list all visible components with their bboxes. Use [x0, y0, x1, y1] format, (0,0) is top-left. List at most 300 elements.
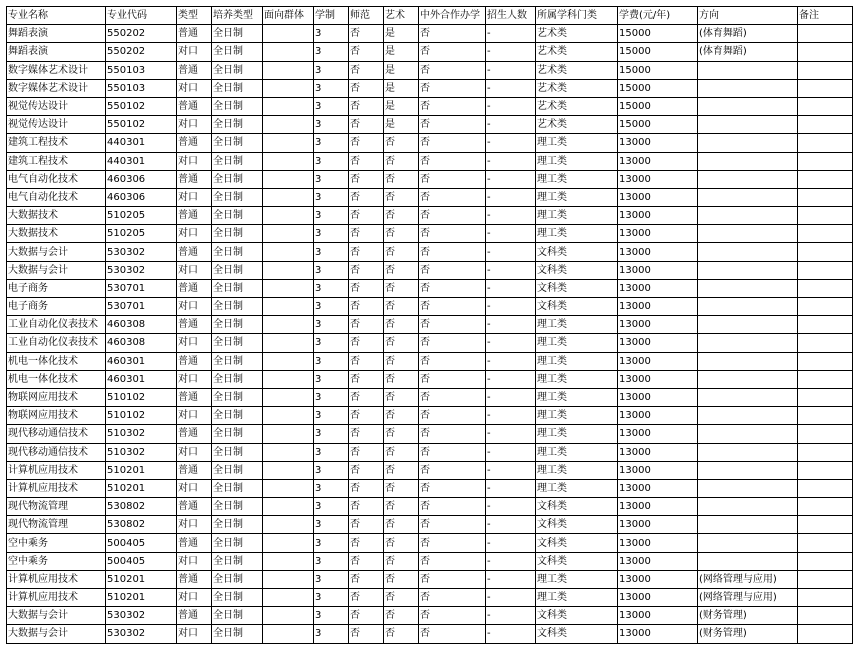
cell-training-type: 全日制: [212, 352, 263, 370]
cell-duration: 3: [314, 388, 349, 406]
cell-direction: [698, 461, 798, 479]
cell-tuition: 15000: [618, 97, 698, 115]
cell-remarks: [798, 370, 853, 388]
cell-training-type: 全日制: [212, 407, 263, 425]
cell-type: 普通: [177, 425, 212, 443]
cell-art: 否: [384, 534, 419, 552]
cell-type: 对口: [177, 261, 212, 279]
cell-major-code: 550103: [106, 79, 177, 97]
cell-normal-school: 否: [349, 243, 384, 261]
cell-discipline: 理工类: [536, 152, 618, 170]
cell-type: 普通: [177, 279, 212, 297]
cell-major-name: 现代物流管理: [7, 498, 106, 516]
cell-major-name: 大数据技术: [7, 207, 106, 225]
cell-target-group: [263, 498, 314, 516]
cell-art: 否: [384, 516, 419, 534]
cell-major-code: 550102: [106, 116, 177, 134]
cell-target-group: [263, 188, 314, 206]
cell-tuition: 13000: [618, 407, 698, 425]
cell-direction: (财务管理): [698, 625, 798, 643]
cell-discipline: 理工类: [536, 388, 618, 406]
cell-enrollment-count: -: [486, 170, 536, 188]
cell-target-group: [263, 589, 314, 607]
cell-remarks: [798, 25, 853, 43]
cell-duration: 3: [314, 625, 349, 643]
cell-discipline: 文科类: [536, 261, 618, 279]
cell-target-group: [263, 607, 314, 625]
cell-normal-school: 否: [349, 461, 384, 479]
header-art: 艺术: [384, 7, 419, 25]
cell-training-type: 全日制: [212, 334, 263, 352]
cell-art: 否: [384, 443, 419, 461]
cell-major-name: 工业自动化仪表技术: [7, 334, 106, 352]
cell-joint-program: 否: [419, 152, 486, 170]
cell-training-type: 全日制: [212, 625, 263, 643]
cell-major-code: 460301: [106, 370, 177, 388]
cell-direction: [698, 370, 798, 388]
table-row: [7, 188, 853, 206]
cell-training-type: 全日制: [212, 25, 263, 43]
table-row: [7, 97, 853, 115]
cell-duration: 3: [314, 25, 349, 43]
cell-enrollment-count: -: [486, 298, 536, 316]
cell-enrollment-count: -: [486, 279, 536, 297]
cell-tuition: 13000: [618, 479, 698, 497]
cell-remarks: [798, 188, 853, 206]
table-row: [7, 43, 853, 61]
cell-duration: 3: [314, 261, 349, 279]
cell-art: 否: [384, 243, 419, 261]
header-duration: 学制: [314, 7, 349, 25]
cell-training-type: 全日制: [212, 261, 263, 279]
cell-target-group: [263, 25, 314, 43]
cell-discipline: 理工类: [536, 316, 618, 334]
cell-major-code: 440301: [106, 134, 177, 152]
cell-art: 否: [384, 388, 419, 406]
cell-training-type: 全日制: [212, 61, 263, 79]
cell-target-group: [263, 534, 314, 552]
cell-target-group: [263, 170, 314, 188]
cell-discipline: 文科类: [536, 552, 618, 570]
table-header-row: [7, 7, 853, 25]
cell-normal-school: 否: [349, 370, 384, 388]
table-row: [7, 407, 853, 425]
cell-major-code: 550102: [106, 97, 177, 115]
cell-enrollment-count: -: [486, 316, 536, 334]
cell-discipline: 艺术类: [536, 61, 618, 79]
cell-duration: 3: [314, 243, 349, 261]
cell-tuition: 15000: [618, 43, 698, 61]
cell-type: 普通: [177, 352, 212, 370]
cell-major-code: 510102: [106, 388, 177, 406]
cell-training-type: 全日制: [212, 479, 263, 497]
cell-major-code: 530701: [106, 298, 177, 316]
cell-type: 对口: [177, 589, 212, 607]
cell-enrollment-count: -: [486, 570, 536, 588]
cell-training-type: 全日制: [212, 607, 263, 625]
cell-type: 普通: [177, 25, 212, 43]
cell-art: 否: [384, 607, 419, 625]
cell-target-group: [263, 388, 314, 406]
cell-tuition: 13000: [618, 534, 698, 552]
cell-training-type: 全日制: [212, 570, 263, 588]
cell-duration: 3: [314, 116, 349, 134]
cell-art: 否: [384, 352, 419, 370]
cell-direction: [698, 352, 798, 370]
cell-training-type: 全日制: [212, 116, 263, 134]
cell-remarks: [798, 316, 853, 334]
cell-remarks: [798, 207, 853, 225]
table-row: [7, 298, 853, 316]
cell-major-code: 530802: [106, 516, 177, 534]
cell-major-name: 电气自动化技术: [7, 170, 106, 188]
cell-remarks: [798, 225, 853, 243]
cell-major-code: 460308: [106, 316, 177, 334]
cell-tuition: 13000: [618, 461, 698, 479]
cell-type: 对口: [177, 370, 212, 388]
cell-joint-program: 否: [419, 116, 486, 134]
cell-normal-school: 否: [349, 534, 384, 552]
cell-art: 是: [384, 97, 419, 115]
table-row: [7, 152, 853, 170]
cell-remarks: [798, 570, 853, 588]
cell-enrollment-count: -: [486, 116, 536, 134]
cell-direction: [698, 425, 798, 443]
cell-major-code: 530302: [106, 261, 177, 279]
cell-target-group: [263, 152, 314, 170]
cell-joint-program: 否: [419, 516, 486, 534]
table-row: [7, 370, 853, 388]
cell-direction: [698, 134, 798, 152]
cell-normal-school: 否: [349, 261, 384, 279]
cell-joint-program: 否: [419, 425, 486, 443]
cell-major-name: 计算机应用技术: [7, 461, 106, 479]
cell-type: 对口: [177, 516, 212, 534]
cell-type: 对口: [177, 43, 212, 61]
cell-duration: 3: [314, 170, 349, 188]
cell-remarks: [798, 261, 853, 279]
cell-remarks: [798, 334, 853, 352]
cell-remarks: [798, 97, 853, 115]
table-row: [7, 589, 853, 607]
cell-direction: [698, 407, 798, 425]
header-target-group: 面向群体: [263, 7, 314, 25]
cell-duration: 3: [314, 61, 349, 79]
cell-tuition: 13000: [618, 498, 698, 516]
cell-normal-school: 否: [349, 25, 384, 43]
cell-art: 否: [384, 407, 419, 425]
cell-enrollment-count: -: [486, 134, 536, 152]
cell-joint-program: 否: [419, 298, 486, 316]
cell-tuition: 13000: [618, 188, 698, 206]
cell-art: 否: [384, 279, 419, 297]
table-row: [7, 279, 853, 297]
cell-tuition: 15000: [618, 25, 698, 43]
cell-tuition: 13000: [618, 261, 698, 279]
cell-enrollment-count: -: [486, 61, 536, 79]
cell-remarks: [798, 134, 853, 152]
cell-duration: 3: [314, 461, 349, 479]
cell-major-name: 现代移动通信技术: [7, 425, 106, 443]
cell-normal-school: 否: [349, 225, 384, 243]
cell-major-name: 舞蹈表演: [7, 25, 106, 43]
cell-joint-program: 否: [419, 443, 486, 461]
cell-target-group: [263, 225, 314, 243]
cell-discipline: 文科类: [536, 279, 618, 297]
cell-enrollment-count: -: [486, 370, 536, 388]
cell-tuition: 13000: [618, 316, 698, 334]
cell-major-name: 现代物流管理: [7, 516, 106, 534]
cell-discipline: 文科类: [536, 534, 618, 552]
cell-major-code: 510201: [106, 570, 177, 588]
cell-direction: [698, 443, 798, 461]
cell-training-type: 全日制: [212, 298, 263, 316]
cell-discipline: 理工类: [536, 589, 618, 607]
cell-training-type: 全日制: [212, 370, 263, 388]
cell-duration: 3: [314, 370, 349, 388]
cell-normal-school: 否: [349, 134, 384, 152]
cell-remarks: [798, 152, 853, 170]
cell-training-type: 全日制: [212, 552, 263, 570]
cell-duration: 3: [314, 79, 349, 97]
cell-joint-program: 否: [419, 352, 486, 370]
cell-major-code: 510302: [106, 425, 177, 443]
cell-joint-program: 否: [419, 170, 486, 188]
cell-remarks: [798, 79, 853, 97]
header-normal-school: 师范: [349, 7, 384, 25]
table-row: [7, 316, 853, 334]
table-row: [7, 516, 853, 534]
cell-enrollment-count: -: [486, 607, 536, 625]
cell-duration: 3: [314, 97, 349, 115]
cell-type: 对口: [177, 79, 212, 97]
cell-art: 否: [384, 134, 419, 152]
cell-enrollment-count: -: [486, 589, 536, 607]
table-row: [7, 243, 853, 261]
cell-major-code: 550103: [106, 61, 177, 79]
cell-normal-school: 否: [349, 170, 384, 188]
cell-discipline: 文科类: [536, 498, 618, 516]
cell-joint-program: 否: [419, 61, 486, 79]
cell-direction: (体育舞蹈): [698, 25, 798, 43]
cell-normal-school: 否: [349, 188, 384, 206]
cell-joint-program: 否: [419, 25, 486, 43]
cell-enrollment-count: -: [486, 43, 536, 61]
cell-type: 普通: [177, 170, 212, 188]
cell-normal-school: 否: [349, 79, 384, 97]
cell-type: 对口: [177, 334, 212, 352]
cell-tuition: 13000: [618, 552, 698, 570]
cell-normal-school: 否: [349, 425, 384, 443]
cell-major-code: 440301: [106, 152, 177, 170]
table-row: [7, 225, 853, 243]
cell-tuition: 13000: [618, 334, 698, 352]
table-body: [7, 25, 853, 643]
cell-tuition: 13000: [618, 170, 698, 188]
table-row: [7, 498, 853, 516]
cell-remarks: [798, 170, 853, 188]
cell-target-group: [263, 443, 314, 461]
cell-discipline: 艺术类: [536, 97, 618, 115]
cell-duration: 3: [314, 425, 349, 443]
cell-enrollment-count: -: [486, 188, 536, 206]
cell-normal-school: 否: [349, 479, 384, 497]
cell-enrollment-count: -: [486, 152, 536, 170]
cell-enrollment-count: -: [486, 461, 536, 479]
cell-normal-school: 否: [349, 97, 384, 115]
cell-enrollment-count: -: [486, 388, 536, 406]
cell-direction: [698, 534, 798, 552]
cell-joint-program: 否: [419, 534, 486, 552]
cell-art: 否: [384, 207, 419, 225]
header-tuition: 学费(元/年): [618, 7, 698, 25]
cell-direction: [698, 61, 798, 79]
cell-duration: 3: [314, 279, 349, 297]
table-row: [7, 261, 853, 279]
cell-major-name: 电气自动化技术: [7, 188, 106, 206]
cell-remarks: [798, 443, 853, 461]
cell-target-group: [263, 552, 314, 570]
cell-art: 否: [384, 152, 419, 170]
cell-joint-program: 否: [419, 479, 486, 497]
cell-tuition: 13000: [618, 425, 698, 443]
cell-enrollment-count: -: [486, 97, 536, 115]
cell-enrollment-count: -: [486, 79, 536, 97]
cell-major-name: 大数据与会计: [7, 243, 106, 261]
cell-target-group: [263, 370, 314, 388]
table-row: [7, 334, 853, 352]
cell-major-name: 舞蹈表演: [7, 43, 106, 61]
cell-direction: [698, 261, 798, 279]
table-row: [7, 461, 853, 479]
cell-joint-program: 否: [419, 243, 486, 261]
cell-discipline: 理工类: [536, 570, 618, 588]
cell-major-code: 530802: [106, 498, 177, 516]
cell-joint-program: 否: [419, 334, 486, 352]
cell-remarks: [798, 407, 853, 425]
cell-target-group: [263, 298, 314, 316]
cell-direction: [698, 79, 798, 97]
cell-discipline: 文科类: [536, 625, 618, 643]
cell-joint-program: 否: [419, 570, 486, 588]
cell-direction: (网络管理与应用): [698, 570, 798, 588]
cell-normal-school: 否: [349, 552, 384, 570]
cell-direction: [698, 279, 798, 297]
cell-normal-school: 否: [349, 279, 384, 297]
cell-training-type: 全日制: [212, 243, 263, 261]
cell-discipline: 理工类: [536, 370, 618, 388]
cell-direction: [698, 388, 798, 406]
cell-direction: [698, 516, 798, 534]
cell-duration: 3: [314, 134, 349, 152]
cell-duration: 3: [314, 298, 349, 316]
cell-remarks: [798, 607, 853, 625]
cell-direction: [698, 334, 798, 352]
cell-enrollment-count: -: [486, 552, 536, 570]
cell-type: 对口: [177, 479, 212, 497]
cell-normal-school: 否: [349, 298, 384, 316]
cell-art: 是: [384, 116, 419, 134]
cell-discipline: 理工类: [536, 225, 618, 243]
cell-tuition: 13000: [618, 443, 698, 461]
cell-discipline: 理工类: [536, 207, 618, 225]
cell-type: 普通: [177, 61, 212, 79]
cell-normal-school: 否: [349, 152, 384, 170]
cell-target-group: [263, 334, 314, 352]
cell-direction: [698, 188, 798, 206]
cell-enrollment-count: -: [486, 534, 536, 552]
cell-joint-program: 否: [419, 607, 486, 625]
cell-direction: [698, 116, 798, 134]
cell-tuition: 13000: [618, 570, 698, 588]
cell-type: 普通: [177, 134, 212, 152]
table-row: [7, 79, 853, 97]
cell-major-name: 建筑工程技术: [7, 152, 106, 170]
cell-art: 否: [384, 261, 419, 279]
header-type: 类型: [177, 7, 212, 25]
cell-normal-school: 否: [349, 625, 384, 643]
cell-normal-school: 否: [349, 570, 384, 588]
cell-art: 否: [384, 170, 419, 188]
cell-enrollment-count: -: [486, 625, 536, 643]
cell-remarks: [798, 516, 853, 534]
cell-tuition: 13000: [618, 134, 698, 152]
cell-target-group: [263, 61, 314, 79]
cell-discipline: 理工类: [536, 407, 618, 425]
cell-enrollment-count: -: [486, 443, 536, 461]
cell-training-type: 全日制: [212, 388, 263, 406]
cell-type: 对口: [177, 116, 212, 134]
cell-type: 对口: [177, 443, 212, 461]
cell-duration: 3: [314, 607, 349, 625]
cell-training-type: 全日制: [212, 279, 263, 297]
cell-type: 对口: [177, 152, 212, 170]
cell-target-group: [263, 516, 314, 534]
cell-discipline: 理工类: [536, 170, 618, 188]
cell-enrollment-count: -: [486, 407, 536, 425]
cell-discipline: 理工类: [536, 461, 618, 479]
cell-major-code: 510102: [106, 407, 177, 425]
cell-type: 对口: [177, 188, 212, 206]
cell-remarks: [798, 479, 853, 497]
cell-enrollment-count: -: [486, 25, 536, 43]
cell-training-type: 全日制: [212, 316, 263, 334]
cell-duration: 3: [314, 479, 349, 497]
cell-target-group: [263, 97, 314, 115]
table-row: [7, 552, 853, 570]
cell-duration: 3: [314, 152, 349, 170]
cell-remarks: [798, 552, 853, 570]
cell-target-group: [263, 407, 314, 425]
cell-enrollment-count: -: [486, 498, 536, 516]
cell-duration: 3: [314, 352, 349, 370]
cell-training-type: 全日制: [212, 134, 263, 152]
cell-discipline: 理工类: [536, 425, 618, 443]
cell-normal-school: 否: [349, 443, 384, 461]
cell-direction: [698, 298, 798, 316]
cell-training-type: 全日制: [212, 498, 263, 516]
cell-joint-program: 否: [419, 407, 486, 425]
cell-normal-school: 否: [349, 589, 384, 607]
cell-normal-school: 否: [349, 407, 384, 425]
cell-training-type: 全日制: [212, 443, 263, 461]
cell-training-type: 全日制: [212, 589, 263, 607]
cell-remarks: [798, 298, 853, 316]
cell-target-group: [263, 352, 314, 370]
cell-enrollment-count: -: [486, 225, 536, 243]
cell-major-code: 460306: [106, 188, 177, 206]
cell-joint-program: 否: [419, 43, 486, 61]
